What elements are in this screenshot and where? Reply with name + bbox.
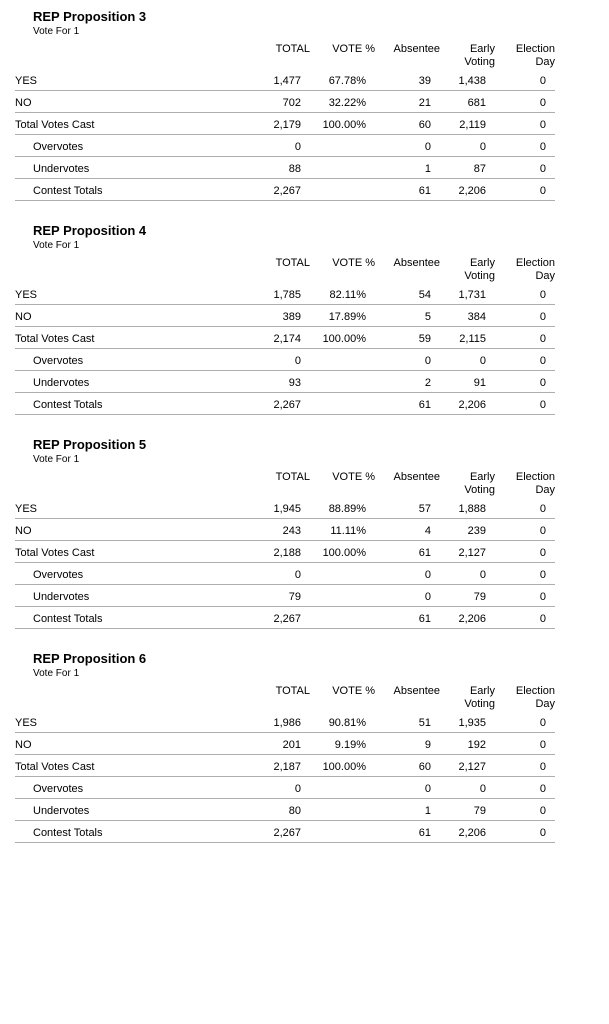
column-header-total: TOTAL [275, 685, 310, 697]
column-header-election-day: Election Day [515, 471, 555, 496]
early-voting-value: 2,206 [458, 613, 486, 625]
contest-subtitle: Vote For 1 [33, 454, 80, 465]
row-label: Contest Totals [33, 185, 103, 197]
table-row-total-votes-cast [15, 541, 555, 563]
election-day-value: 0 [539, 739, 546, 751]
column-header-absentee: Absentee [393, 685, 440, 697]
election-day-value: 0 [539, 377, 546, 389]
early-voting-value: 1,731 [458, 289, 486, 301]
row-label: NO [15, 739, 32, 751]
vote-pct-value: 88.89% [328, 503, 366, 515]
absentee-value: 9 [424, 739, 431, 751]
table-row-total-votes-cast [15, 327, 555, 349]
table-row-total-votes-cast [15, 755, 555, 777]
absentee-value: 39 [418, 75, 431, 87]
vote-pct-value: 82.11% [329, 289, 366, 301]
early-voting-value: 2,127 [458, 761, 486, 773]
total-value: 2,267 [273, 185, 301, 197]
row-label: Overvotes [33, 569, 84, 581]
column-header-vote-pct: VOTE % [332, 685, 375, 697]
total-value: 1,986 [273, 717, 301, 729]
total-value: 93 [288, 377, 301, 389]
contest-subtitle: Vote For 1 [33, 240, 80, 251]
row-label: Total Votes Cast [15, 119, 95, 131]
election-day-value: 0 [539, 525, 546, 537]
column-header-absentee: Absentee [393, 471, 440, 483]
election-day-value: 0 [539, 613, 546, 625]
election-day-value: 0 [539, 591, 546, 603]
absentee-value: 61 [418, 613, 431, 625]
table-row-undervotes [15, 371, 555, 393]
contest-title: REP Proposition 4 [33, 223, 147, 238]
row-label: YES [15, 503, 38, 515]
row-label: Total Votes Cast [15, 547, 95, 559]
table-row-undervotes [15, 585, 555, 607]
absentee-value: 51 [418, 717, 431, 729]
table-row-yes [15, 283, 555, 305]
row-label: Overvotes [33, 355, 84, 367]
total-value: 0 [294, 783, 301, 795]
election-day-value: 0 [539, 717, 546, 729]
table-row-no [15, 91, 555, 113]
column-header-vote-pct: VOTE % [332, 257, 375, 269]
early-voting-value: 2,206 [458, 399, 486, 411]
vote-pct-value: 32.22% [328, 97, 366, 109]
absentee-value: 60 [418, 761, 431, 773]
election-day-value: 0 [539, 289, 546, 301]
column-header-absentee: Absentee [393, 257, 440, 269]
election-day-value: 0 [539, 333, 546, 345]
absentee-value: 0 [424, 569, 431, 581]
early-voting-value: 87 [473, 163, 486, 175]
early-voting-value: 1,888 [458, 503, 486, 515]
table-row-yes [15, 711, 555, 733]
early-voting-value: 1,438 [458, 75, 486, 87]
row-label: NO [15, 311, 32, 323]
absentee-value: 54 [418, 289, 431, 301]
absentee-value: 61 [418, 399, 431, 411]
vote-pct-value: 100.00% [322, 333, 366, 345]
row-label: Overvotes [33, 141, 84, 153]
early-voting-value: 0 [479, 355, 486, 367]
total-value: 2,267 [273, 399, 301, 411]
column-header-early-voting: Early Voting [464, 257, 495, 282]
column-header-election-day: Election Day [515, 43, 555, 68]
contest-title: REP Proposition 3 [33, 9, 147, 24]
vote-pct-value: 9.19% [334, 739, 366, 751]
table-row-no [15, 305, 555, 327]
election-day-value: 0 [539, 311, 546, 323]
early-voting-value: 239 [467, 525, 486, 537]
early-voting-value: 2,206 [458, 185, 486, 197]
column-header-total: TOTAL [275, 257, 310, 269]
early-voting-value: 2,115 [459, 333, 486, 345]
election-day-value: 0 [539, 355, 546, 367]
row-label: Total Votes Cast [15, 333, 95, 345]
election-day-value: 0 [539, 569, 546, 581]
table-row-undervotes [15, 799, 555, 821]
total-value: 80 [288, 805, 301, 817]
table-row-yes [15, 69, 555, 91]
election-day-value: 0 [539, 119, 546, 131]
contest-section-prop3 [15, 9, 609, 201]
row-label: Undervotes [33, 591, 90, 603]
absentee-value: 61 [418, 185, 431, 197]
absentee-value: 57 [418, 503, 431, 515]
contest-section-prop6 [15, 651, 609, 843]
column-header-total: TOTAL [275, 471, 310, 483]
table-row-yes [15, 497, 555, 519]
table-row-overvotes [15, 349, 555, 371]
early-voting-value: 2,119 [459, 119, 486, 131]
election-day-value: 0 [539, 399, 546, 411]
absentee-value: 60 [418, 119, 431, 131]
table-header-row [15, 471, 555, 497]
vote-pct-value: 90.81% [328, 717, 366, 729]
total-value: 2,174 [273, 333, 301, 345]
row-label: Overvotes [33, 783, 84, 795]
absentee-value: 61 [418, 827, 431, 839]
row-label: Contest Totals [33, 613, 103, 625]
vote-pct-value: 100.00% [322, 547, 366, 559]
row-label: Contest Totals [33, 399, 103, 411]
column-header-early-voting: Early Voting [464, 471, 495, 496]
vote-pct-value: 100.00% [322, 119, 366, 131]
election-day-value: 0 [539, 805, 546, 817]
absentee-value: 0 [424, 355, 431, 367]
absentee-value: 1 [424, 163, 431, 175]
total-value: 88 [288, 163, 301, 175]
contest-subtitle: Vote For 1 [33, 26, 80, 37]
contest-subtitle: Vote For 1 [33, 668, 80, 679]
table-header-row [15, 43, 555, 69]
election-day-value: 0 [539, 141, 546, 153]
row-label: NO [15, 97, 32, 109]
absentee-value: 5 [424, 311, 431, 323]
total-value: 2,187 [273, 761, 301, 773]
total-value: 2,267 [273, 827, 301, 839]
table-row-contest-totals [15, 607, 555, 629]
column-header-election-day: Election Day [515, 257, 555, 282]
table-row-undervotes [15, 157, 555, 179]
early-voting-value: 91 [473, 377, 486, 389]
contest-section-prop5 [15, 437, 609, 629]
election-day-value: 0 [539, 547, 546, 559]
vote-pct-value: 100.00% [322, 761, 366, 773]
contest-section-prop4 [15, 223, 609, 415]
total-value: 0 [294, 569, 301, 581]
election-day-value: 0 [539, 783, 546, 795]
early-voting-value: 79 [473, 591, 486, 603]
election-day-value: 0 [539, 97, 546, 109]
election-day-value: 0 [539, 503, 546, 515]
table-row-no [15, 733, 555, 755]
early-voting-value: 0 [479, 141, 486, 153]
column-header-vote-pct: VOTE % [332, 471, 375, 483]
total-value: 1,785 [273, 289, 301, 301]
vote-pct-value: 11.11% [330, 525, 366, 537]
column-header-early-voting: Early Voting [464, 43, 495, 68]
vote-pct-value: 17.89% [328, 311, 366, 323]
table-row-overvotes [15, 777, 555, 799]
total-value: 1,945 [273, 503, 301, 515]
row-label: Contest Totals [33, 827, 103, 839]
table-row-contest-totals [15, 393, 555, 415]
table-row-total-votes-cast [15, 113, 555, 135]
absentee-value: 0 [424, 141, 431, 153]
table-header-row [15, 257, 555, 283]
vote-pct-value: 67.78% [328, 75, 366, 87]
total-value: 201 [282, 739, 301, 751]
contest-title: REP Proposition 5 [33, 437, 147, 452]
absentee-value: 4 [424, 525, 431, 537]
absentee-value: 1 [424, 805, 431, 817]
results-table [15, 471, 555, 629]
row-label: NO [15, 525, 32, 537]
row-label: Undervotes [33, 163, 90, 175]
total-value: 0 [294, 141, 301, 153]
early-voting-value: 79 [473, 805, 486, 817]
column-header-election-day: Election Day [515, 685, 555, 710]
absentee-value: 0 [424, 591, 431, 603]
column-header-early-voting: Early Voting [464, 685, 495, 710]
table-row-no [15, 519, 555, 541]
table-row-overvotes [15, 563, 555, 585]
early-voting-value: 0 [479, 783, 486, 795]
table-row-overvotes [15, 135, 555, 157]
contest-title: REP Proposition 6 [33, 651, 147, 666]
absentee-value: 59 [418, 333, 431, 345]
column-header-absentee: Absentee [393, 43, 440, 55]
election-day-value: 0 [539, 761, 546, 773]
row-label: YES [15, 75, 38, 87]
total-value: 243 [282, 525, 301, 537]
absentee-value: 21 [418, 97, 431, 109]
total-value: 0 [294, 355, 301, 367]
results-table [15, 685, 555, 843]
absentee-value: 0 [424, 783, 431, 795]
absentee-value: 61 [418, 547, 431, 559]
early-voting-value: 681 [467, 97, 486, 109]
total-value: 1,477 [273, 75, 301, 87]
table-row-contest-totals [15, 179, 555, 201]
early-voting-value: 2,127 [458, 547, 486, 559]
early-voting-value: 1,935 [458, 717, 486, 729]
total-value: 2,179 [273, 119, 301, 131]
election-day-value: 0 [539, 75, 546, 87]
row-label: Undervotes [33, 805, 90, 817]
table-row-contest-totals [15, 821, 555, 843]
row-label: Undervotes [33, 377, 90, 389]
early-voting-value: 0 [479, 569, 486, 581]
early-voting-value: 192 [467, 739, 486, 751]
row-label: YES [15, 717, 38, 729]
absentee-value: 2 [424, 377, 431, 389]
early-voting-value: 2,206 [458, 827, 486, 839]
election-day-value: 0 [539, 827, 546, 839]
total-value: 2,267 [273, 613, 301, 625]
row-label: Total Votes Cast [15, 761, 95, 773]
total-value: 2,188 [273, 547, 301, 559]
total-value: 702 [282, 97, 301, 109]
table-header-row [15, 685, 555, 711]
total-value: 79 [288, 591, 301, 603]
column-header-vote-pct: VOTE % [332, 43, 375, 55]
early-voting-value: 384 [467, 311, 486, 323]
results-table [15, 257, 555, 415]
total-value: 389 [282, 311, 301, 323]
election-day-value: 0 [539, 163, 546, 175]
election-day-value: 0 [539, 185, 546, 197]
results-table [15, 43, 555, 201]
row-label: YES [15, 289, 38, 301]
column-header-total: TOTAL [275, 43, 310, 55]
